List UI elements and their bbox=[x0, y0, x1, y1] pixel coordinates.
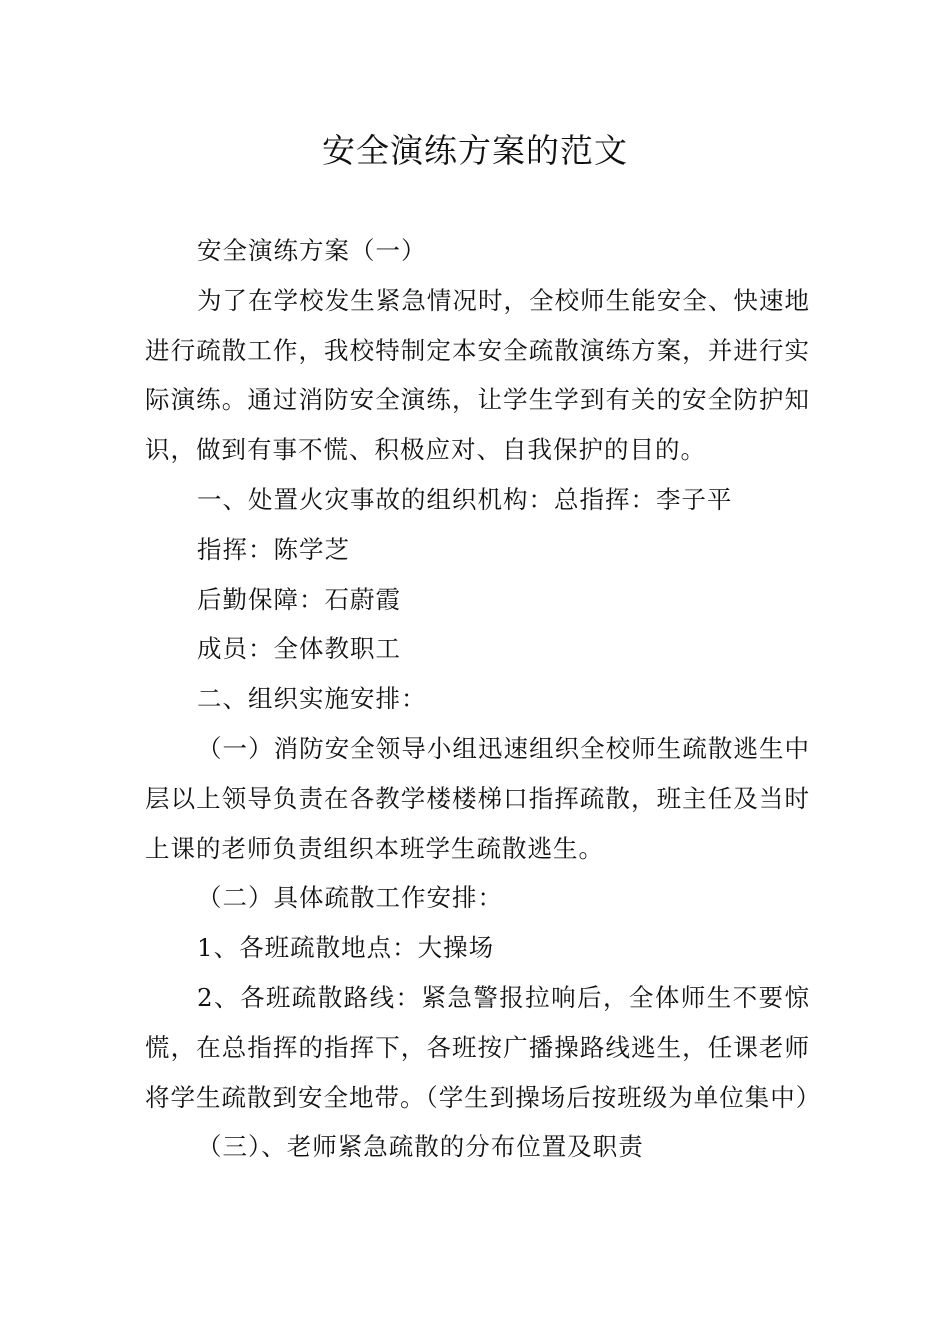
paragraph-section-heading: 安全演练方案（一） bbox=[197, 236, 427, 265]
document-title: 安全演练方案的范文 bbox=[322, 131, 628, 170]
document-body bbox=[145, 226, 822, 1172]
paragraph-commander: 指挥：陈学芝 bbox=[197, 534, 350, 564]
paragraph-logistics: 后勤保障：石蔚霞 bbox=[197, 584, 401, 614]
paragraph-members: 成员：全体教职工 bbox=[197, 634, 401, 664]
paragraph-implementation: 二、组织实施安排： bbox=[197, 684, 427, 714]
paragraph-leadership: （一）消防安全领导小组迅速组织全校师生疏散逃生中层以上领导负责在各教学楼楼梯口指挥疏散，班主任及当时上课的老师负责组织本班学生疏散逃生。 bbox=[145, 733, 810, 863]
paragraph-intro: 为了在学校发生紧急情况时，全校师生能安全、快速地进行疏散工作，我校特制定本安全疏散演练方案，并进行实际演练。通过消防安全演练，让学生学到有关的安全防护知识，做到有事不慌、积极应对、自我保护的目的。 bbox=[145, 285, 810, 465]
paragraph-evacuation-plan: （二）具体疏散工作安排： bbox=[197, 883, 503, 913]
paragraph-teacher-duties: （三）、老师紧急疏散的分布位置及职责 bbox=[197, 1132, 644, 1162]
paragraph-organization: 一、处置火灾事故的组织机构：总指挥：李子平 bbox=[197, 484, 733, 514]
paragraph-route: 2、各班疏散路线：紧急警报拉响后，全体师生不要惊慌，在总指挥的指挥下，各班按广播操路线逃生，任课老师将学生疏散到安全地带。（学生到操场后按班级为单位集中） bbox=[145, 982, 822, 1112]
paragraph-location: 1、各班疏散地点：大操场 bbox=[197, 933, 495, 963]
